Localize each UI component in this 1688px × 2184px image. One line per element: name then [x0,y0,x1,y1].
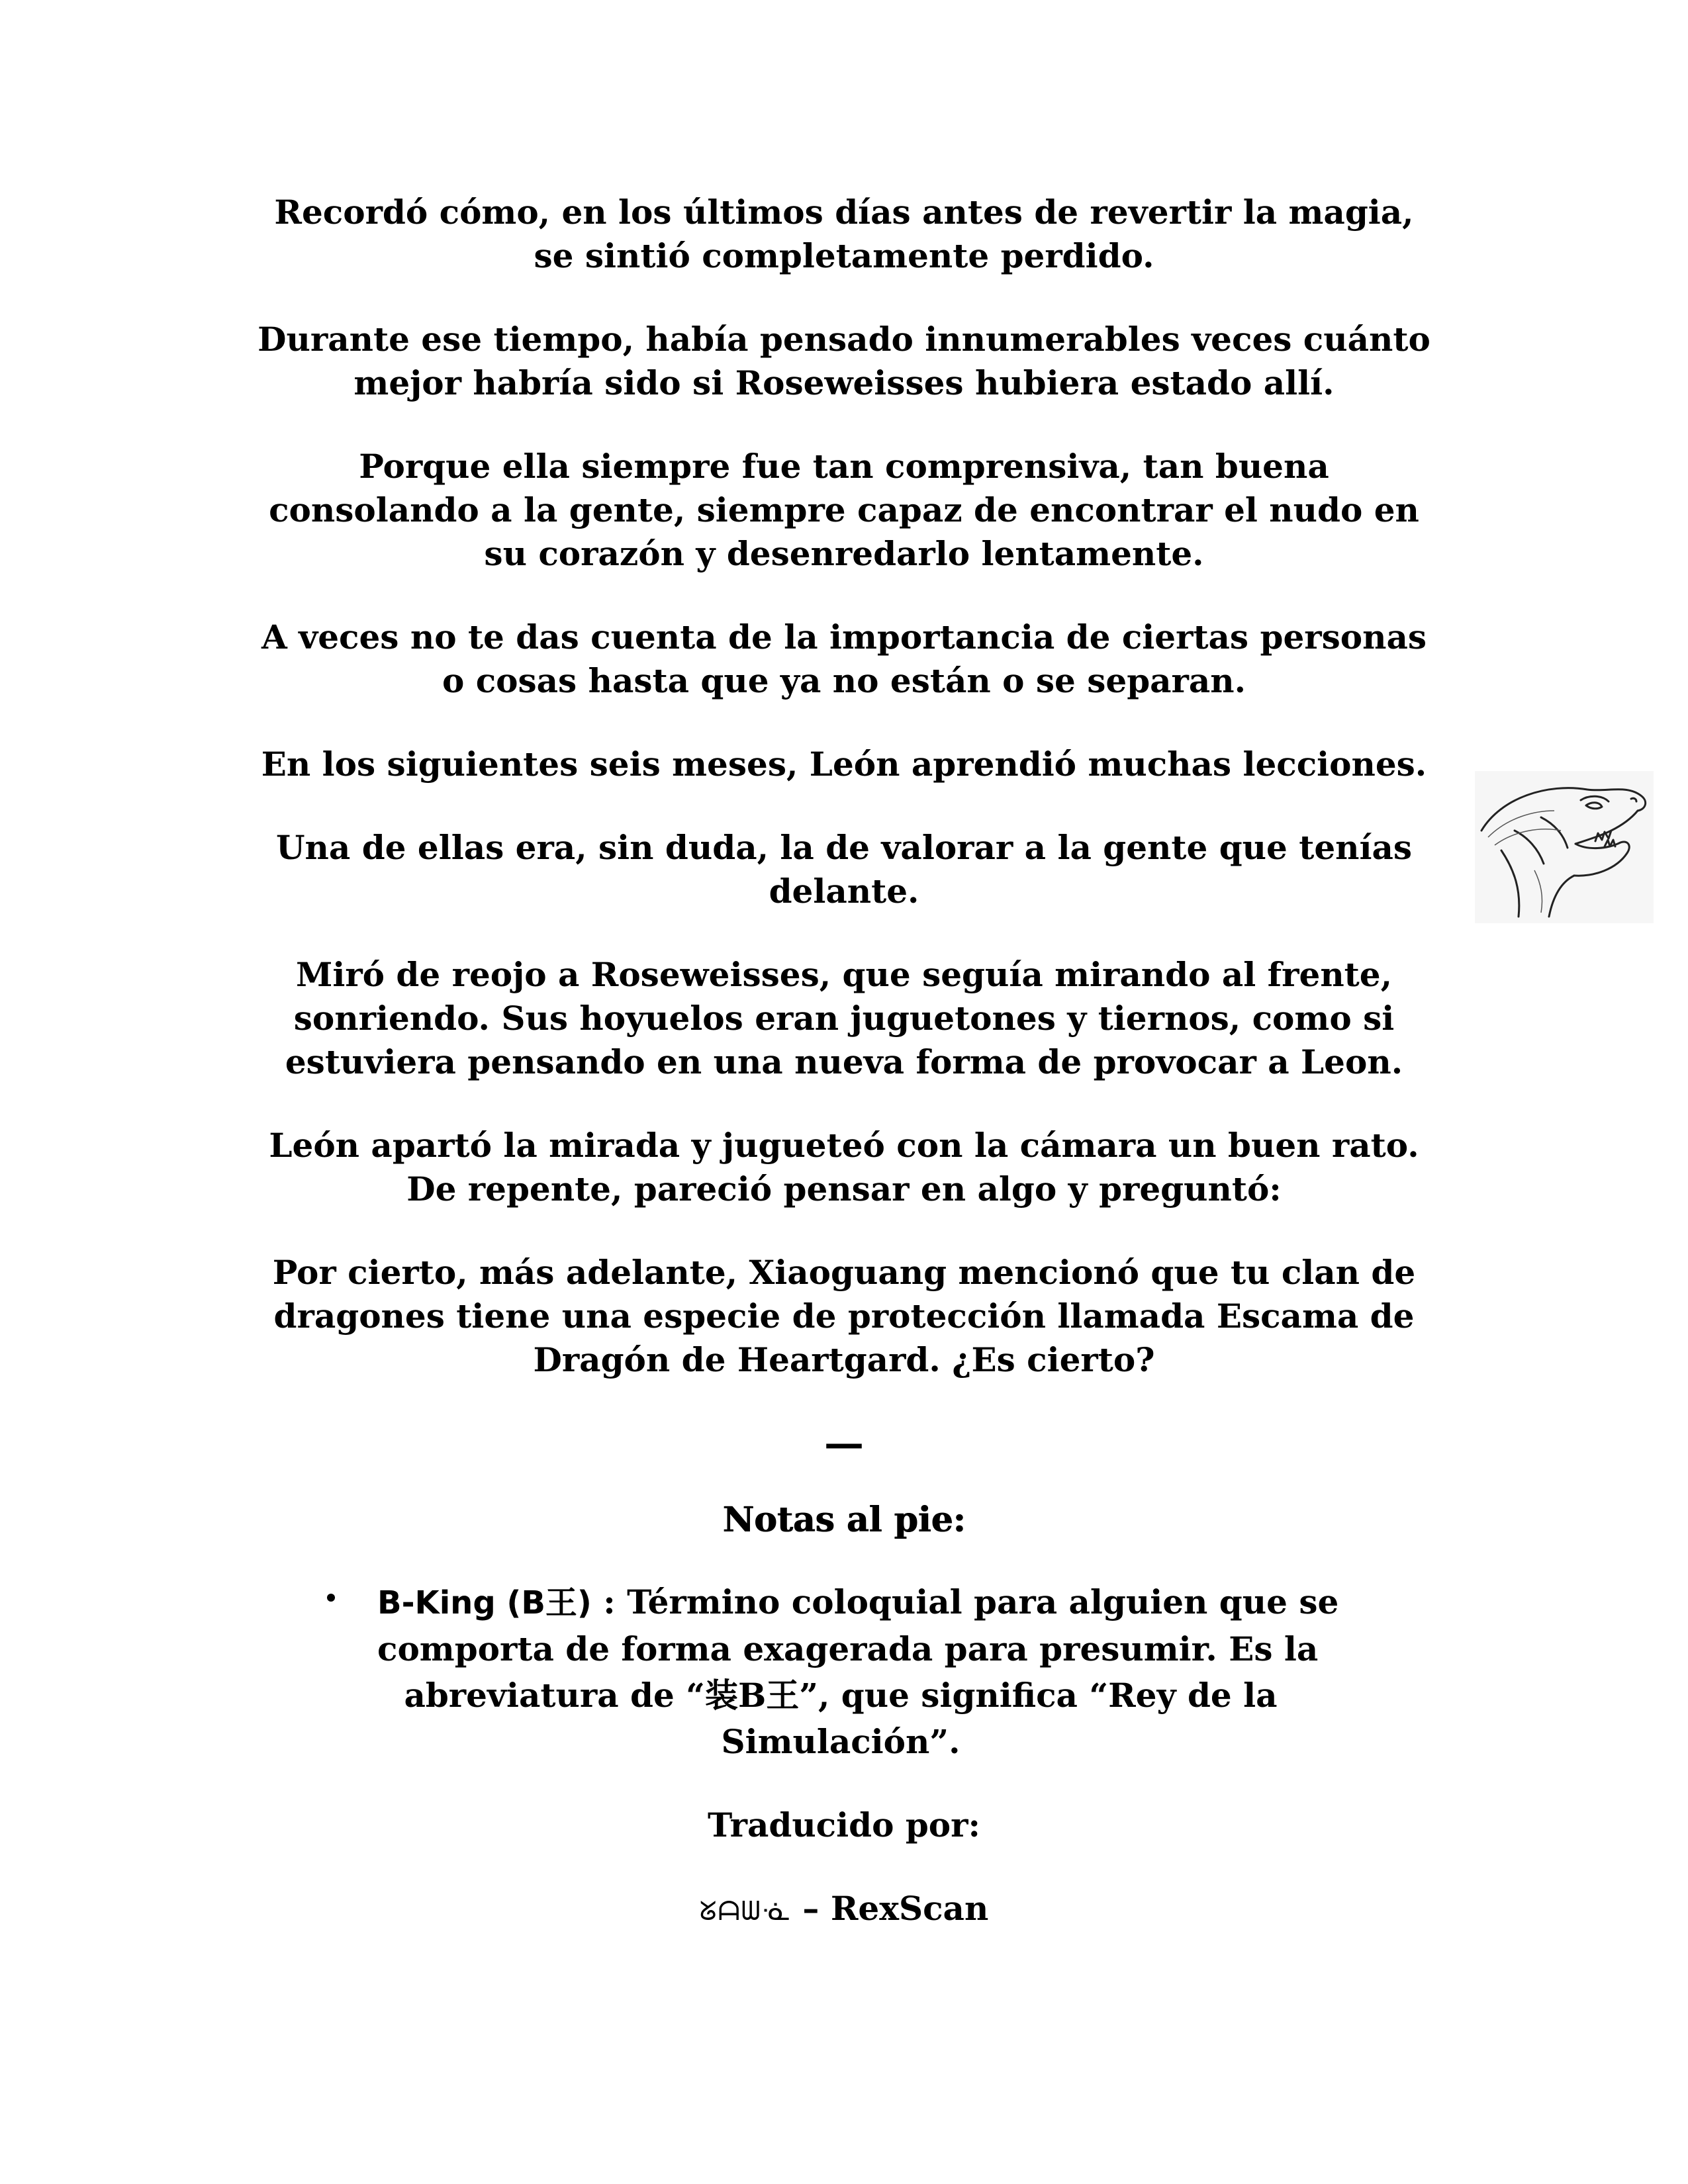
text-line: delante. [769,872,919,911]
text-line: Porque ella siempre fue tan comprensiva, tan buena [359,447,1329,486]
text-line: Miró de reojo a Roseweisses, que seguía mirando al frente, [295,955,1392,994]
text-line: estuviera pensando en una nueva forma de provocar a Leon. [285,1042,1403,1081]
translator-name: ᘜᗩᗯᓍ [699,1896,792,1927]
text-line: mejor habría sido si Roseweisses hubiera estado allí. [353,363,1335,402]
bullet-icon [327,1594,335,1602]
text-line: dragones tiene una especie de protección llamada Escama de [273,1297,1415,1336]
text-line: Dragón de Heartgard. ¿Es cierto? [533,1340,1155,1379]
text-line: De repente, pareció pensar en algo y preguntó: [406,1169,1282,1208]
text-line: Recordó cómo, en los últimos días antes de revertir la magia, [274,193,1414,232]
text-line: sonriendo. Sus hoyuelos eran juguetones y tiernos, como si [293,999,1395,1038]
scan-group-name: – RexScan [791,1889,989,1928]
dinosaur-head-icon [1475,771,1654,923]
text-line: o cosas hasta que ya no están o se separan. [442,661,1246,700]
text-line: Durante ese tiempo, había pensado innumerables veces cuánto [258,320,1430,359]
paragraph-1 [199,191,1489,278]
footnote-text [377,1579,1339,1765]
footnote-line: abreviatura de “装B王”, que significa “Rey de la [404,1676,1278,1715]
footnote-line: Simulación”. [721,1722,961,1761]
paragraph-7 [199,953,1489,1084]
paragraph-8 [199,1124,1489,1211]
footnote-definition-start: : Término coloquial para alguien que se [591,1582,1339,1621]
text-line: se sintió completamente perdido. [534,236,1154,275]
paragraph-4 [199,615,1489,703]
text-line: su corazón y desenredarlo lentamente. [484,534,1204,573]
footnote-line: comporta de forma exagerada para presumir. Es la [377,1629,1319,1668]
text-line: Una de ellas era, sin duda, la de valorar a la gente que tenías [275,828,1413,867]
notes-title: Notas al pie: [722,1500,966,1540]
credits-line [199,1887,1489,1933]
paragraph-2 [199,318,1489,405]
section-separator: — [824,1420,864,1467]
paragraph-9 [199,1251,1489,1382]
text-line: A veces no te das cuenta de la importancia de ciertas personas [261,617,1427,657]
text-line: consolando a la gente, siempre capaz de encontrar el nudo en [269,490,1419,529]
footnote-term: B-King (B王) [377,1584,592,1621]
body-text [199,191,1489,1933]
text-line: En los siguientes seis meses, León aprendió muchas lecciones. [261,745,1427,784]
footnote-line [377,1579,1339,1626]
paragraph-5 [199,743,1489,786]
footnote-item [199,1579,1489,1765]
paragraph-6 [199,826,1489,913]
text-line: Por cierto, más adelante, Xiaoguang mencionó que tu clan de [272,1253,1416,1292]
text-line: León apartó la mirada y jugueteó con la cámara un buen rato. [269,1126,1419,1165]
paragraph-3 [199,445,1489,576]
credits-label: Traducido por: [708,1805,980,1844]
